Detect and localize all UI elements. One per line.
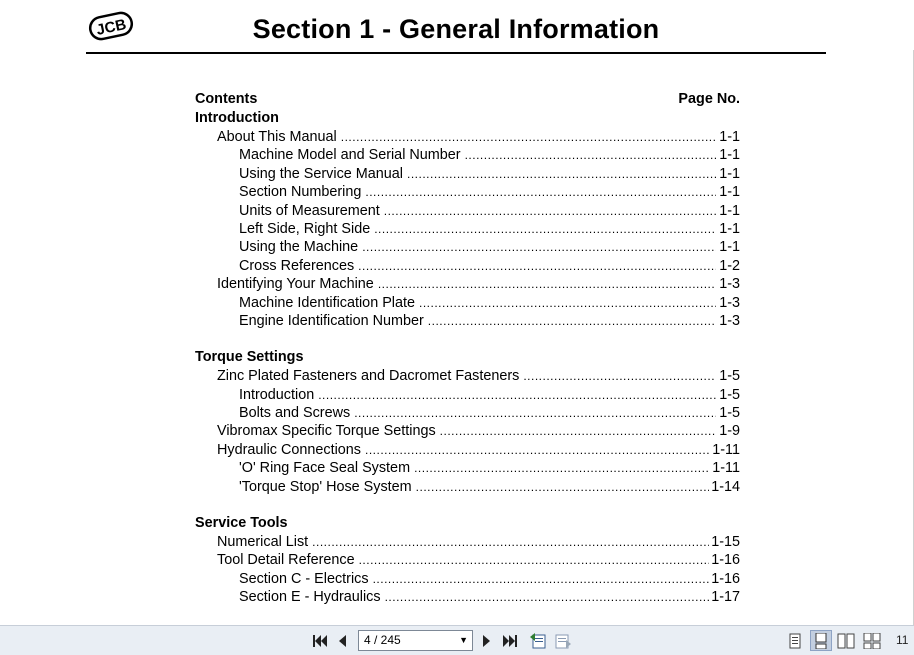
continuous-view-button[interactable]	[810, 630, 832, 651]
toc-entry-page: 1-11	[712, 441, 740, 458]
toc-entry[interactable]	[195, 128, 740, 146]
toc-entry-page: 1-9	[719, 423, 740, 440]
toc-leader-dots	[428, 312, 716, 330]
toc-entry[interactable]	[195, 570, 740, 588]
toc-entry[interactable]	[195, 202, 740, 220]
toc-entry-label: Bolts and Screws	[239, 405, 351, 422]
toc-entry-page: 1-1	[719, 184, 740, 201]
prev-page-icon	[337, 634, 347, 648]
toc-leader-dots	[378, 275, 716, 293]
toc-leader-dots	[465, 146, 716, 164]
toc-entry-page: 1-1	[719, 147, 740, 164]
toc-leader-dots	[414, 459, 710, 477]
facing-pages-icon	[837, 633, 855, 649]
chevron-down-icon[interactable]: ▼	[459, 635, 468, 645]
toc-entry-page: 1-1	[719, 220, 740, 237]
toc-entry[interactable]	[195, 312, 740, 330]
toc-entry-page: 1-3	[719, 294, 740, 311]
toc-entry-label: Zinc Plated Fasteners and Dacromet Fasteners	[217, 368, 520, 385]
continuous-facing-view-button[interactable]	[861, 630, 883, 651]
toc-leader-dots	[341, 128, 716, 146]
go-back-icon	[529, 632, 547, 650]
toc-entry-page: 1-14	[711, 478, 740, 495]
toc-entry-label: 'O' Ring Face Seal System	[239, 460, 411, 477]
first-page-button[interactable]	[310, 631, 330, 651]
toc-leader-dots	[365, 441, 710, 459]
pdf-viewer-toolbar	[0, 625, 914, 655]
toc-entry-label: Vibromax Specific Torque Settings	[217, 423, 436, 440]
toc-leader-dots	[359, 551, 710, 569]
last-page-button[interactable]	[500, 631, 520, 651]
toc-section-title: Introduction	[195, 110, 279, 126]
contents-label: Contents	[195, 91, 258, 107]
toc-entry[interactable]	[195, 404, 740, 422]
single-page-view-button[interactable]	[784, 630, 806, 651]
toc-entry[interactable]	[195, 422, 740, 440]
toc-entry-page: 1-5	[719, 405, 740, 422]
toc-entry[interactable]	[195, 478, 740, 496]
toc-leader-dots	[385, 588, 710, 606]
toc-section-title: Torque Settings	[195, 349, 304, 366]
facing-view-button[interactable]	[835, 630, 857, 651]
single-page-icon	[789, 633, 801, 649]
toc-entry-page: 1-17	[711, 589, 740, 606]
next-page-icon	[482, 634, 492, 648]
toc-leader-dots	[362, 238, 716, 256]
svg-text:JCB: JCB	[94, 16, 128, 39]
toc-entry-page: 1-16	[711, 570, 740, 587]
toc-leader-dots	[354, 404, 716, 422]
toc-leader-dots	[407, 165, 716, 183]
page-no-label: Page No.	[678, 91, 740, 107]
toc-entry-label: Numerical List	[217, 534, 309, 551]
toc-entry[interactable]	[195, 386, 740, 404]
toc-entry-page: 1-1	[719, 165, 740, 182]
toc-leader-dots	[374, 220, 716, 238]
toc-leader-dots	[523, 367, 716, 385]
toc-leader-dots	[419, 294, 716, 312]
go-forward-button[interactable]	[553, 631, 573, 651]
toc-entry-label: Left Side, Right Side	[239, 220, 371, 237]
toc-entry-page: 1-2	[719, 257, 740, 274]
toc-entry-label: Engine Identification Number	[239, 312, 424, 329]
toc-entry-page: 1-16	[711, 552, 740, 569]
toc-entry-label: Introduction	[239, 386, 315, 403]
toc-entry[interactable]	[195, 441, 740, 459]
table-of-contents	[195, 90, 740, 607]
toc-entry[interactable]	[195, 367, 740, 385]
toc-entry[interactable]	[195, 459, 740, 477]
toc-entry-label: Section E - Hydraulics	[239, 589, 381, 606]
toc-entry-label: Section Numbering	[239, 184, 362, 201]
toc-entry-page: 1-3	[719, 276, 740, 293]
toc-entry-label: Tool Detail Reference	[217, 552, 355, 569]
go-back-button[interactable]	[528, 631, 548, 651]
toc-entry-label: Using the Machine	[239, 239, 359, 256]
toc-entry-label: Identifying Your Machine	[217, 276, 374, 293]
go-forward-icon	[554, 632, 572, 650]
toc-entry-page: 1-1	[719, 129, 740, 145]
zoom-level[interactable]: 11	[896, 633, 909, 647]
jcb-logo	[86, 6, 136, 46]
toc-entry-page: 1-11	[712, 460, 740, 477]
toc-leader-dots	[384, 202, 716, 220]
toc-entry-label: 'Torque Stop' Hose System	[239, 478, 412, 495]
toc-leader-dots	[373, 570, 710, 588]
toc-entry-page: 1-5	[719, 386, 740, 403]
toc-entry-page: 1-15	[711, 534, 740, 551]
last-page-icon	[502, 634, 518, 648]
toc-leader-dots	[440, 422, 716, 440]
toc-entry-label: Machine Identification Plate	[239, 294, 415, 311]
toc-entry[interactable]	[195, 220, 740, 238]
page-title: Section 1 - General Information	[252, 14, 660, 44]
toc-entry-label: Machine Model and Serial Number	[239, 147, 461, 164]
toc-entry-label: Hydraulic Connections	[217, 441, 361, 458]
toc-entry-page: 1-1	[719, 202, 740, 219]
toc-entry-page: 1-1	[719, 239, 740, 256]
title-rule	[86, 52, 826, 54]
toc-leader-dots	[365, 183, 716, 201]
toc-leader-dots	[416, 478, 710, 496]
toc-leader-dots	[358, 257, 716, 275]
next-page-button[interactable]	[479, 631, 495, 651]
toc-entry[interactable]	[195, 533, 740, 551]
toc-entry[interactable]	[195, 275, 740, 293]
continuous-page-icon	[815, 633, 827, 649]
toc-entry-label: Cross References	[239, 257, 355, 274]
toc-entry-label: About This Manual	[217, 129, 337, 145]
toc-entry[interactable]	[195, 257, 740, 275]
toc-entry[interactable]	[195, 183, 740, 201]
toc-entry[interactable]	[195, 294, 740, 312]
toc-entry[interactable]	[195, 238, 740, 256]
continuous-facing-icon	[863, 633, 881, 649]
toc-entry-page: 1-3	[719, 312, 740, 329]
prev-page-button[interactable]	[334, 631, 350, 651]
toc-section-title: Service Tools	[195, 515, 288, 532]
toc-leader-dots	[318, 386, 716, 404]
toc-entry-label: Units of Measurement	[239, 202, 380, 219]
toc-entry[interactable]	[195, 588, 740, 606]
toc-entry-label: Using the Service Manual	[239, 165, 403, 182]
first-page-icon	[312, 634, 328, 648]
toc-entry[interactable]	[195, 146, 740, 164]
page-number-value: 4 / 245	[364, 633, 401, 647]
toc-header	[195, 90, 740, 109]
toc-leader-dots	[312, 533, 709, 551]
toc-entry-label: Section C - Electrics	[239, 570, 369, 587]
toc-entry[interactable]	[195, 551, 740, 569]
toc-entry-page: 1-5	[719, 368, 740, 385]
page-number-field[interactable]	[358, 630, 473, 651]
toc-entry[interactable]	[195, 165, 740, 183]
